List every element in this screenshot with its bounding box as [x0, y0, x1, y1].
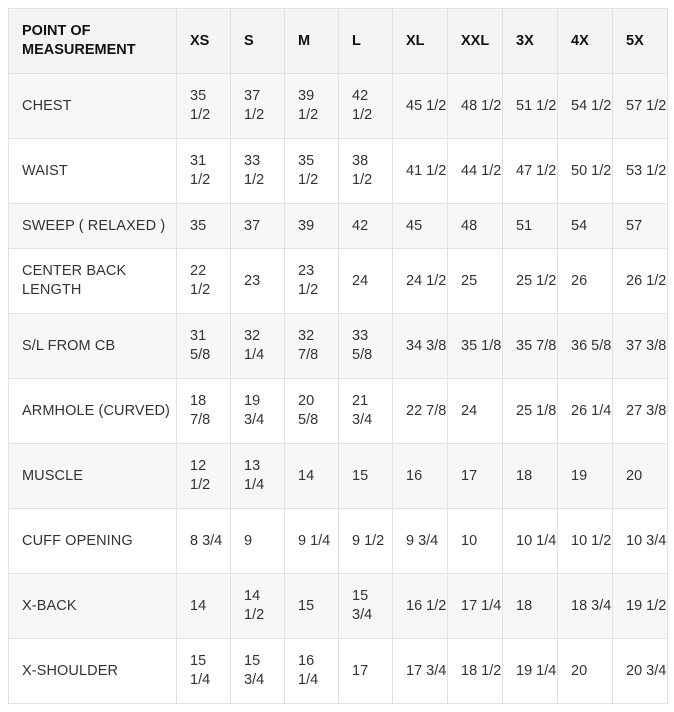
measurement-cell: 38 1/2: [339, 139, 393, 204]
measurement-cell: 33 5/8: [339, 314, 393, 379]
measurement-cell: 26: [558, 249, 613, 314]
measurement-cell: 45 1/2: [393, 74, 448, 139]
measurement-cell: 15 3/4: [231, 639, 285, 704]
measurement-cell: 45: [393, 204, 448, 249]
measurement-cell: 18 1/2: [448, 639, 503, 704]
measurement-cell: 18 7/8: [177, 379, 231, 444]
measurement-cell: 51 1/2: [503, 74, 558, 139]
measurement-cell: 23 1/2: [285, 249, 339, 314]
measurement-label: WAIST: [9, 139, 177, 204]
measurement-cell: 23: [231, 249, 285, 314]
measurement-cell: 42: [339, 204, 393, 249]
size-chart: [8, 8, 667, 704]
table-body: [9, 74, 668, 704]
measurement-cell: 18: [503, 444, 558, 509]
measurement-cell: 24: [448, 379, 503, 444]
measurement-cell: 22 1/2: [177, 249, 231, 314]
table-row: [9, 314, 668, 379]
measurement-cell: 48 1/2: [448, 74, 503, 139]
measurement-cell: 48: [448, 204, 503, 249]
table-row: [9, 574, 668, 639]
measurement-cell: 57: [613, 204, 668, 249]
measurement-cell: 25 1/2: [503, 249, 558, 314]
measurement-cell: 35 1/2: [177, 74, 231, 139]
measurement-cell: 31 5/8: [177, 314, 231, 379]
measurement-cell: 20 5/8: [285, 379, 339, 444]
measurement-cell: 17: [448, 444, 503, 509]
measurement-label: CHEST: [9, 74, 177, 139]
measurement-label: X-SHOULDER: [9, 639, 177, 704]
table-row: [9, 379, 668, 444]
measurement-cell: 10 1/4: [503, 509, 558, 574]
measurement-label: CENTER BACK LENGTH: [9, 249, 177, 314]
measurement-cell: 33 1/2: [231, 139, 285, 204]
measurement-cell: 15: [339, 444, 393, 509]
measurement-cell: 57 1/2: [613, 74, 668, 139]
table-row: [9, 639, 668, 704]
measurement-cell: 26 1/2: [613, 249, 668, 314]
measurement-cell: 20: [558, 639, 613, 704]
measurement-label: SWEEP ( RELAXED ): [9, 204, 177, 249]
measurement-cell: 19 3/4: [231, 379, 285, 444]
size-header: 4X: [558, 9, 613, 74]
measurement-cell: 54 1/2: [558, 74, 613, 139]
size-header: 3X: [503, 9, 558, 74]
measurement-cell: 16: [393, 444, 448, 509]
measurement-cell: 39 1/2: [285, 74, 339, 139]
measurement-cell: 10: [448, 509, 503, 574]
measurement-cell: 14: [177, 574, 231, 639]
measurement-cell: 24 1/2: [393, 249, 448, 314]
size-chart-table: [8, 8, 668, 704]
measurement-cell: 10 1/2: [558, 509, 613, 574]
measurement-cell: 9 1/4: [285, 509, 339, 574]
measurement-cell: 32 7/8: [285, 314, 339, 379]
measurement-cell: 18 3/4: [558, 574, 613, 639]
measurement-cell: 22 7/8: [393, 379, 448, 444]
table-row: [9, 74, 668, 139]
size-header: XL: [393, 9, 448, 74]
measurement-label: CUFF OPENING: [9, 509, 177, 574]
measurement-cell: 19 1/4: [503, 639, 558, 704]
measurement-cell: 9: [231, 509, 285, 574]
table-row: [9, 509, 668, 574]
table-row: [9, 249, 668, 314]
table-row: [9, 444, 668, 509]
measurement-cell: 35: [177, 204, 231, 249]
size-header: S: [231, 9, 285, 74]
measurement-cell: 37 3/8: [613, 314, 668, 379]
measurement-cell: 37 1/2: [231, 74, 285, 139]
measurement-cell: 15 1/4: [177, 639, 231, 704]
size-header: XS: [177, 9, 231, 74]
measurement-cell: 10 3/4: [613, 509, 668, 574]
measurement-cell: 19 1/2: [613, 574, 668, 639]
measurement-cell: 25 1/8: [503, 379, 558, 444]
measurement-cell: 18: [503, 574, 558, 639]
measurement-cell: 21 3/4: [339, 379, 393, 444]
measurement-cell: 15: [285, 574, 339, 639]
measurement-cell: 37: [231, 204, 285, 249]
measurement-cell: 44 1/2: [448, 139, 503, 204]
table-row: [9, 139, 668, 204]
size-header: M: [285, 9, 339, 74]
measurement-cell: 9 3/4: [393, 509, 448, 574]
measurement-cell: 36 5/8: [558, 314, 613, 379]
measurement-cell: 9 1/2: [339, 509, 393, 574]
measurement-cell: 42 1/2: [339, 74, 393, 139]
measurement-cell: 35 1/2: [285, 139, 339, 204]
measurement-label: S/L FROM CB: [9, 314, 177, 379]
measurement-cell: 26 1/4: [558, 379, 613, 444]
measurement-label: ARMHOLE (CURVED): [9, 379, 177, 444]
measurement-cell: 35 1/8: [448, 314, 503, 379]
measurement-cell: 51: [503, 204, 558, 249]
size-header: 5X: [613, 9, 668, 74]
measurement-cell: 20 3/4: [613, 639, 668, 704]
measurement-cell: 19: [558, 444, 613, 509]
measurement-cell: 54: [558, 204, 613, 249]
measurement-cell: 16 1/2: [393, 574, 448, 639]
size-header: L: [339, 9, 393, 74]
size-header: XXL: [448, 9, 503, 74]
measurement-cell: 14: [285, 444, 339, 509]
measurement-cell: 15 3/4: [339, 574, 393, 639]
measurement-cell: 14 1/2: [231, 574, 285, 639]
measurement-cell: 27 3/8: [613, 379, 668, 444]
measurement-cell: 39: [285, 204, 339, 249]
measurement-cell: 12 1/2: [177, 444, 231, 509]
measurement-label: X-BACK: [9, 574, 177, 639]
measurement-cell: 31 1/2: [177, 139, 231, 204]
measurement-cell: 13 1/4: [231, 444, 285, 509]
measurement-cell: 24: [339, 249, 393, 314]
measurement-cell: 17 1/4: [448, 574, 503, 639]
measurement-cell: 53 1/2: [613, 139, 668, 204]
measurement-cell: 8 3/4: [177, 509, 231, 574]
measurement-cell: 17: [339, 639, 393, 704]
measurement-cell: 41 1/2: [393, 139, 448, 204]
measurement-cell: 25: [448, 249, 503, 314]
measurement-cell: 34 3/8: [393, 314, 448, 379]
measurement-cell: 16 1/4: [285, 639, 339, 704]
header-row: [9, 9, 668, 74]
measurement-cell: 47 1/2: [503, 139, 558, 204]
measurement-cell: 50 1/2: [558, 139, 613, 204]
measurement-cell: 35 7/8: [503, 314, 558, 379]
measurement-cell: 20: [613, 444, 668, 509]
measurement-cell: 17 3/4: [393, 639, 448, 704]
measurement-label: MUSCLE: [9, 444, 177, 509]
measurement-cell: 32 1/4: [231, 314, 285, 379]
corner-header: POINT OF MEASUREMENT: [9, 9, 177, 74]
table-row: [9, 204, 668, 249]
